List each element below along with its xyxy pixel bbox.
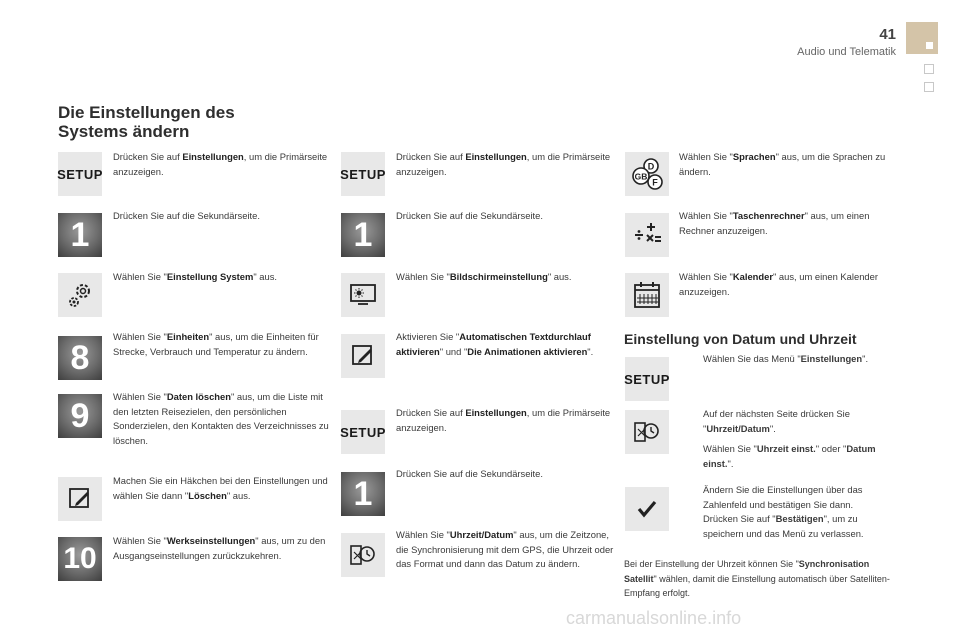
calculator-icon xyxy=(625,213,669,257)
languages-icon xyxy=(625,152,669,196)
step-badge-1: 1 xyxy=(341,213,385,257)
step-badge-10: 10 xyxy=(58,537,102,581)
date-step-1: Wählen Sie das Menü "Einstellungen". xyxy=(703,353,869,364)
setup-key xyxy=(625,357,669,401)
col2-step-4: Aktivieren Sie "Automatischen Textdurchlauf aktivieren" und "Die Animationen aktivieren". xyxy=(396,331,594,357)
section-title: Audio und Telematik xyxy=(797,46,896,58)
display-settings-icon xyxy=(341,273,385,317)
checkmark-icon xyxy=(634,496,660,522)
col1-step-7: Wählen Sie "Werkseinstellungen" aus, um zu den Ausgangseinstellungen zurückzukehren. xyxy=(113,535,326,561)
lang-f-label: F xyxy=(652,177,658,188)
page-number: 41 xyxy=(879,26,896,43)
col3-step-3: Wählen Sie "Kalender" aus, um einen Kalender anzuzeigen. xyxy=(679,271,878,297)
col2-step-1: Drücken Sie auf Einstellungen, um die Primärseite anzuzeigen. xyxy=(396,151,611,177)
corner-tab-dot xyxy=(926,42,933,49)
col3-step-1: Wählen Sie "Sprachen" aus, um die Sprachen zu ändern. xyxy=(679,151,886,177)
date-step-2: Auf der nächsten Seite drücken Sie "Uhrzeit/Datum". xyxy=(703,408,850,434)
col2-step-2: Drücken Sie auf die Sekundärseite. xyxy=(396,210,543,221)
corner-tab xyxy=(906,22,938,54)
clock-settings-icon xyxy=(625,410,669,454)
step-badge-8: 8 xyxy=(58,336,102,380)
setup-key xyxy=(58,152,102,196)
setup-key-label: SETUP xyxy=(57,166,103,182)
lang-d-label: D xyxy=(647,161,655,172)
edit-icon-box xyxy=(341,334,385,378)
date-step-4: Ändern Sie die Einstellungen über das Zahlenfeld und bestätigen Sie dann. xyxy=(703,484,863,510)
col2-step-6: Drücken Sie auf die Sekundärseite. xyxy=(396,468,543,479)
confirm-icon-box xyxy=(625,487,669,531)
section-subtitle: Einstellung von Datum und Uhrzeit xyxy=(624,331,857,347)
edit-icon-box xyxy=(58,477,102,521)
col1-step-2: Drücken Sie auf die Sekundärseite. xyxy=(113,210,260,221)
step-badge-1: 1 xyxy=(58,213,102,257)
page-title: Die Einstellungen des Systems ändern xyxy=(58,103,235,141)
col1-step-6: Machen Sie ein Häkchen bei den Einstellungen und wählen Sie dann "Löschen" aus. xyxy=(113,475,328,501)
system-settings-icon xyxy=(58,273,102,317)
col1-step-3: Wählen Sie "Einstellung System" aus. xyxy=(113,271,278,282)
sync-note: Bei der Einstellung der Uhrzeit können Sie "Synchronisation Satellit" wählen, damit die Einstellung automatisch über Satelliten-Empfang erfolgt. xyxy=(624,559,890,598)
date-step-5: Drücken Sie auf "Bestätigen", um zu speichern und das Menü zu verlassen. xyxy=(703,513,864,539)
calendar-icon xyxy=(625,273,669,317)
pencil-icon xyxy=(67,486,93,512)
thumb-square-1 xyxy=(924,64,934,74)
step-badge-9: 9 xyxy=(58,394,102,438)
pencil-icon xyxy=(350,343,376,369)
col2-step-5: Drücken Sie auf Einstellungen, um die Primärseite anzuzeigen. xyxy=(396,407,611,433)
lang-gb-label: GB xyxy=(634,171,648,182)
setup-key xyxy=(341,152,385,196)
clock-settings-icon xyxy=(341,533,385,577)
thumb-square-2 xyxy=(924,82,934,92)
setup-key-label: SETUP xyxy=(624,371,670,387)
col1-step-5: Wählen Sie "Daten löschen" aus, um die Liste mit den letzten Reisezielen, den persönlichen Sonderzielen, den Kontakten des Verzeichnisses zu löschen. xyxy=(113,391,329,446)
col2-step-7: Wählen Sie "Uhrzeit/Datum" aus, um die Zeitzone, die Synchronisierung mit dem GPS, die Uhrzeit oder das Format und dann das Datum zu ändern. xyxy=(396,529,614,569)
setup-key-label: SETUP xyxy=(340,424,386,440)
col3-step-2: Wählen Sie "Taschenrechner" aus, um einen Rechner anzuzeigen. xyxy=(679,210,870,236)
setup-key xyxy=(341,410,385,454)
step-badge-1: 1 xyxy=(341,472,385,516)
col1-step-1: Drücken Sie auf Einstellungen, um die Primärseite anzuzeigen. xyxy=(113,151,328,177)
date-step-3: Wählen Sie "Uhrzeit einst." oder "Datum einst.". xyxy=(703,443,876,469)
setup-key-label: SETUP xyxy=(340,166,386,182)
col2-step-3: Wählen Sie "Bildschirmeinstellung" aus. xyxy=(396,271,572,282)
col1-step-4: Wählen Sie "Einheiten" aus, um die Einheiten für Strecke, Verbrauch und Temperatur zu ändern. xyxy=(113,331,319,357)
watermark: carmanualsonline.info xyxy=(566,608,742,628)
